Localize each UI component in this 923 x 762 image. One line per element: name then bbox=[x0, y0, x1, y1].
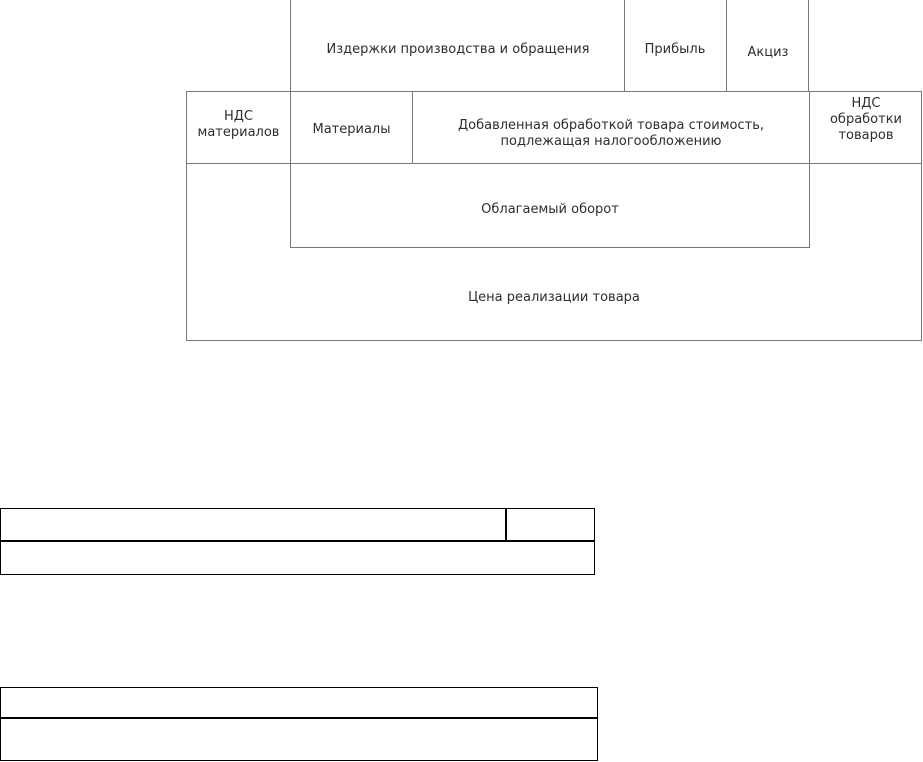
vat-materials-line1: НДС bbox=[223, 109, 253, 124]
profit-label: Прибыль bbox=[644, 42, 706, 57]
excise-label: Акциз bbox=[747, 45, 789, 60]
added-value-line2: подлежащая налогообложению bbox=[500, 134, 722, 149]
costs-label: Издержки производства и обращения bbox=[326, 42, 590, 57]
vat-processing-label bbox=[810, 96, 922, 144]
empty-table-1-col-divider bbox=[505, 508, 507, 541]
vat-materials-line2: материалов bbox=[197, 125, 280, 140]
empty-table-2-row-divider bbox=[0, 717, 598, 719]
vat-processing-line1: НДС bbox=[851, 96, 881, 111]
added-value-line1: Добавленная обработкой товара стоимость, bbox=[457, 118, 764, 133]
vat-processing-line3: товаров bbox=[838, 128, 894, 143]
vat-materials-label bbox=[187, 109, 290, 141]
added-value-label bbox=[413, 118, 809, 150]
materials-label: Материалы bbox=[312, 122, 391, 137]
vat-processing-line2: обработки bbox=[829, 112, 903, 127]
taxable-turnover-label: Облагаемый оборот bbox=[481, 202, 619, 217]
sale-price-label: Цена реализации товара bbox=[468, 290, 640, 305]
empty-table-2-frame bbox=[0, 687, 598, 761]
